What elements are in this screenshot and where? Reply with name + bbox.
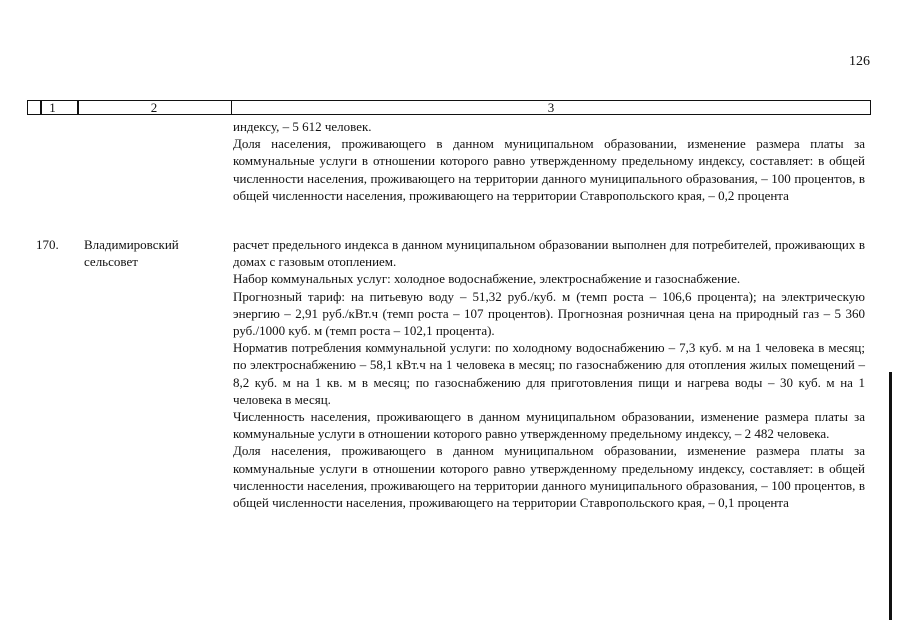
entry-text <box>233 236 865 511</box>
entry-number: 170. <box>36 237 59 252</box>
paragraph: Доля населения, проживающего в данном муниципальном образовании, изменение размера платы за коммунальные услуги в отношении которого равно утвержденному предельному индексу, составляет: в общей численности населения, проживающего на территории данного муниципального образования, – 100 процентов, в общей численности населения, проживающего на территории Ставропольского края, – 0,1 процента <box>233 443 865 511</box>
scan-edge-mark <box>889 372 892 620</box>
header-col-1: 1 <box>49 100 56 115</box>
entry-name-line: Владимировский <box>84 237 179 252</box>
header-col-2: 2 <box>150 100 158 115</box>
paragraph: Численность населения, проживающего в данном муниципальном образовании, изменение размера платы за коммунальные услуги в отношении которого равно утвержденному предельному индексу, – 2 482 человека. <box>233 409 865 442</box>
paragraph: индексу, – 5 612 человек. <box>233 119 372 134</box>
header-col-3: 3 <box>547 100 555 115</box>
entry-name <box>84 236 224 270</box>
paragraph: расчет предельного индекса в данном муниципальном образовании выполнен для потребителей, проживающих в домах с газовым отоплением. <box>233 237 865 270</box>
continuation-text <box>233 118 865 204</box>
paragraph: Набор коммунальных услуг: холодное водоснабжение, электроснабжение и газоснабжение. <box>233 271 741 287</box>
table-header-row <box>27 100 871 115</box>
page-number: 126 <box>849 54 870 69</box>
paragraph: Доля населения, проживающего в данном муниципальном образовании, изменение размера платы за коммунальные услуги в отношении которого равно утвержденному предельному индексу, составляет: в общей численности населения, проживающего на территории данного муниципального образования, – 100 процентов, в общей численности населения, проживающего на территории Ставропольского края, – 0,2 процента <box>233 136 865 203</box>
paragraph: Прогнозный тариф: на питьевую воду – 51,32 руб./куб. м (темп роста – 106,6 процента); на электрическую энергию – 2,91 руб./кВт.ч (темп роста – 107 процентов). Прогнозная розничная цена на природный газ – 5 360 руб./1000 куб. м (темп роста – 102,1 процента). <box>233 288 865 339</box>
entry-name-line: сельсовет <box>84 254 138 269</box>
paragraph: Норматив потребления коммунальной услуги: по холодному водоснабжению – 7,3 куб. м на 1 человека в месяц; по электроснабжению – 58,1 кВт.ч на 1 человека в месяц; по газоснабжению для отопления жилых помещений – 8,2 куб. м на 1 кв. м в месяц; по газоснабжению для приготовления пищи и нагрева воды – 30 куб. м на 1 человека в месяц. <box>233 340 865 407</box>
